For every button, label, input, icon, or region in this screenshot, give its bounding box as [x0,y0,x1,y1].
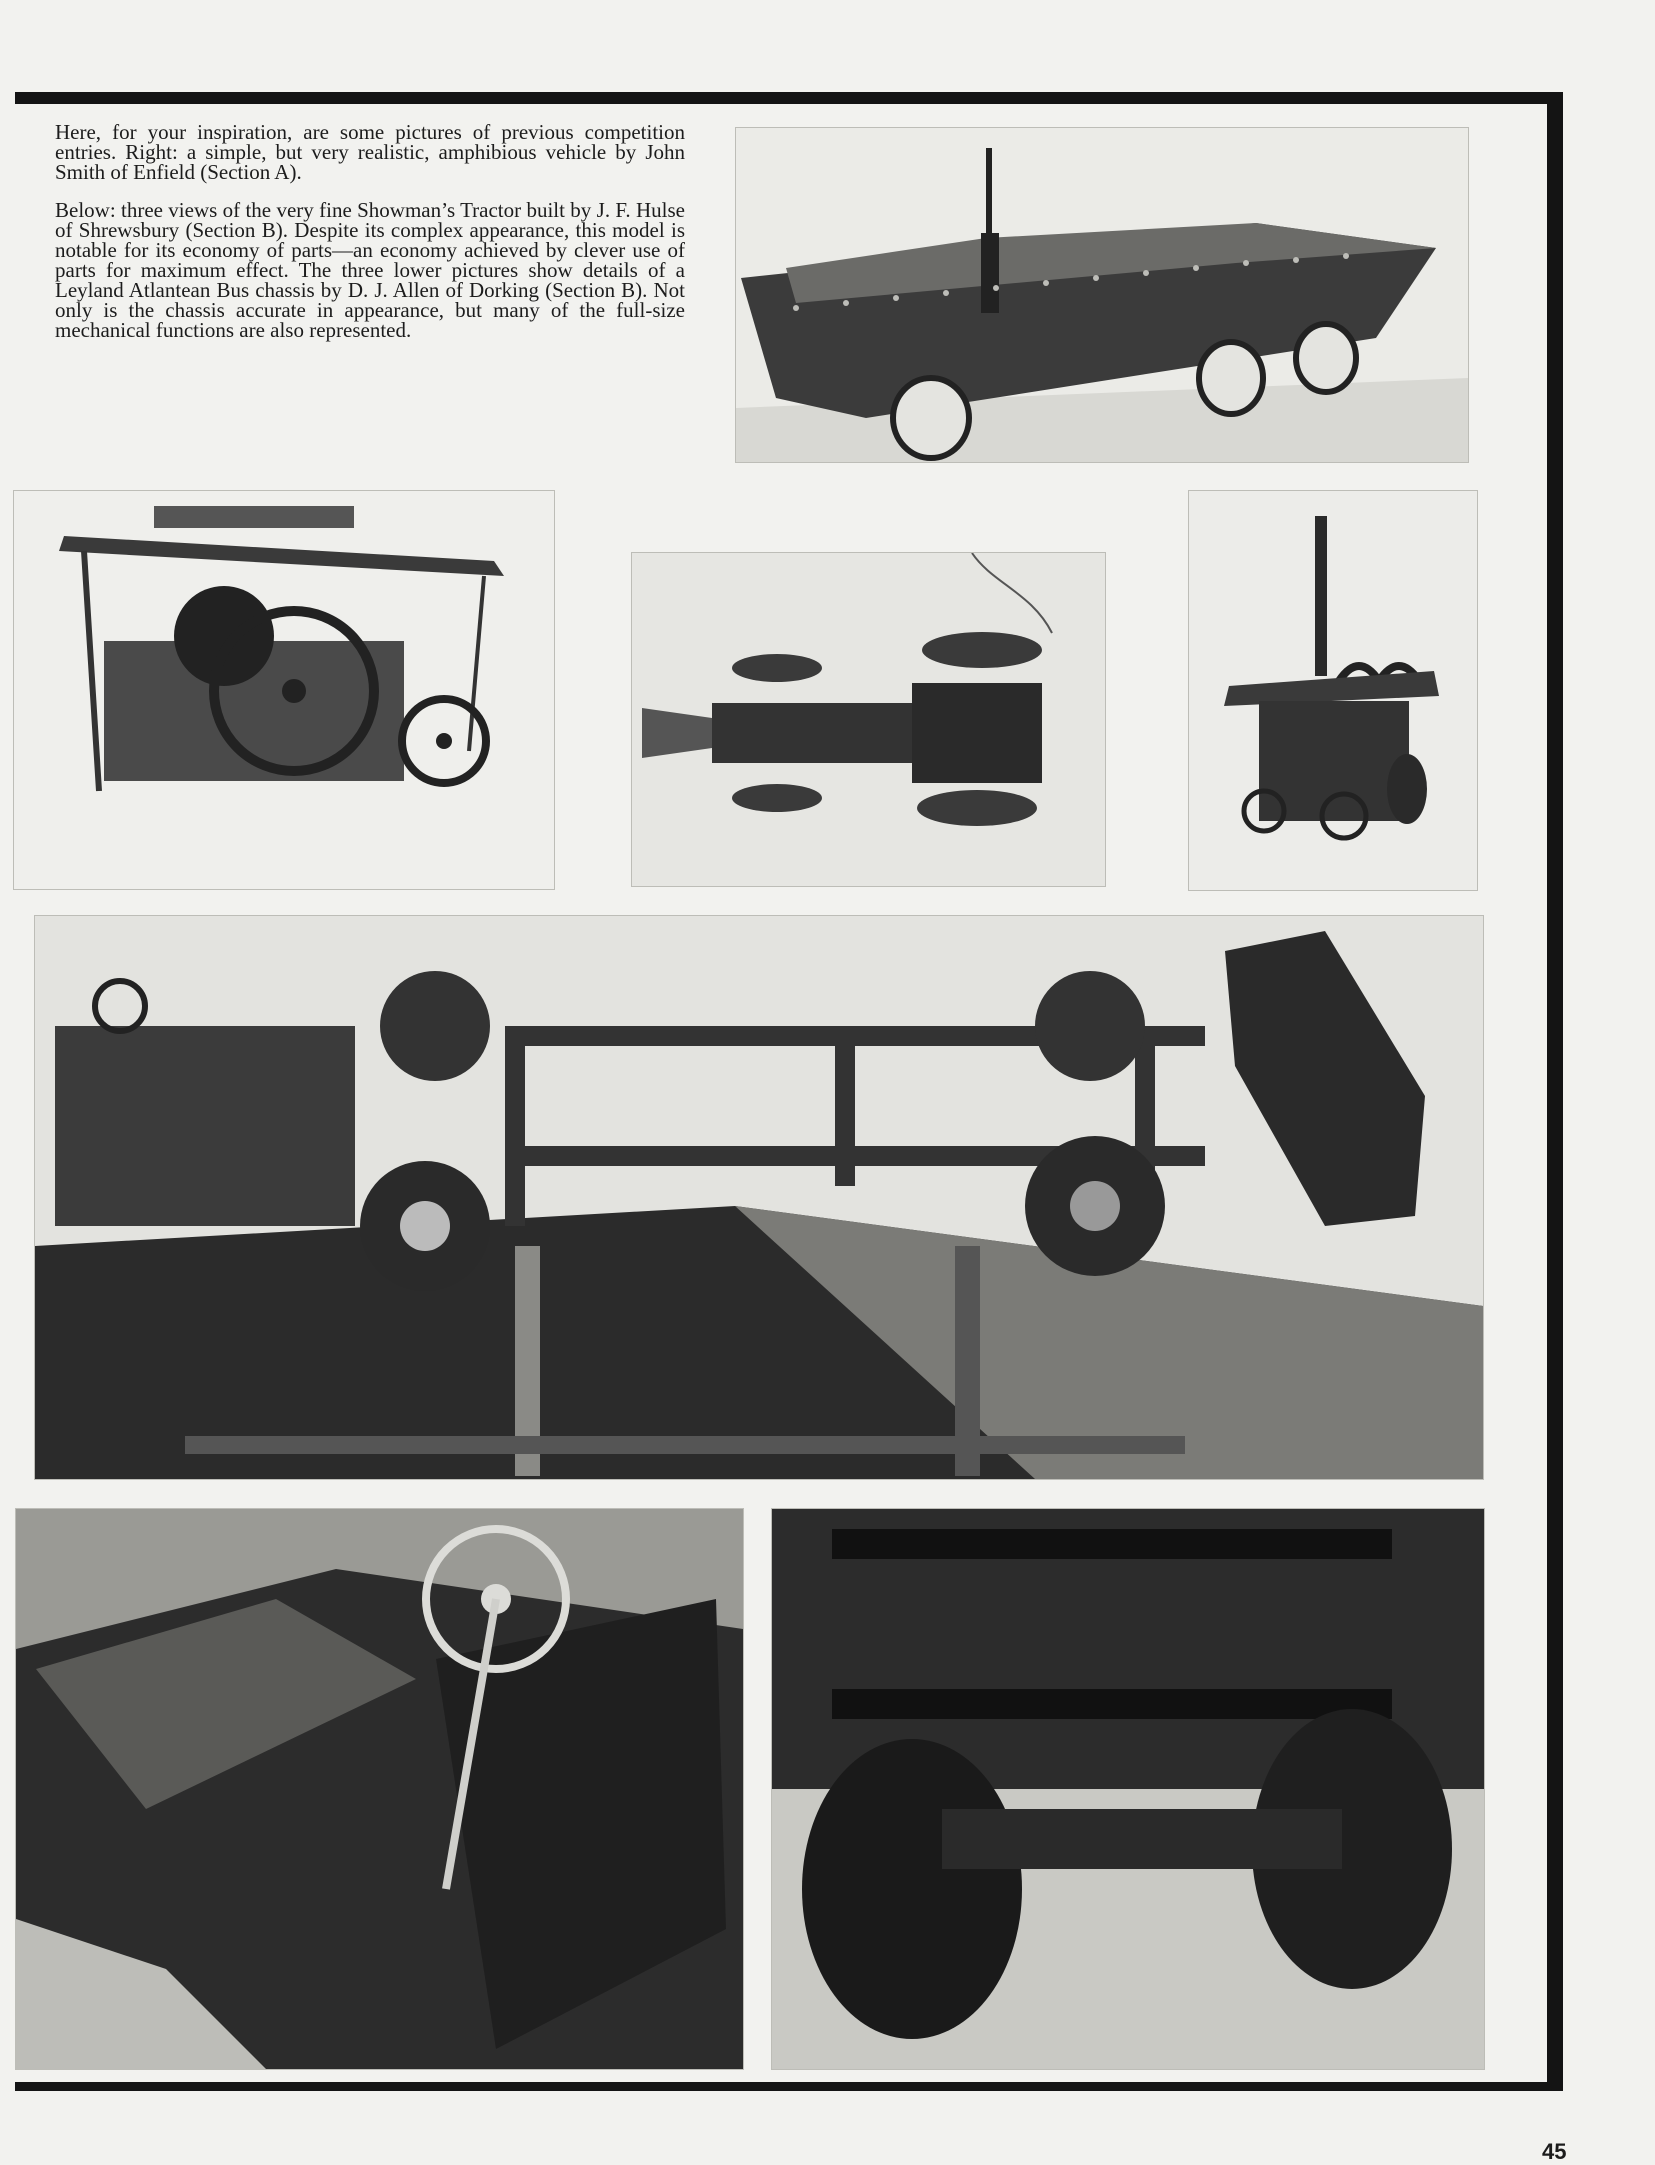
intro-paragraph-1: Here, for your inspiration, are some pictures of previous competition entries. Right: a simple, but very realistic, amphibious vehicle by John Smith of Enfield (Section A). [55,120,685,184]
page-frame-right [1547,92,1563,2089]
intro-paragraph-2: Below: three views of the very fine Showman’s Tractor built by J. F. Hulse of Shrewsbury (Section B). Despite its complex appearance, this model is notable for its economy of parts—an economy achieved by clever use of parts for maximum effect. The three lower pictures show details of a Leyland Atlantean Bus chassis by D. J. Allen of Dorking (Section B). Not only is the chassis accurate in appearance, but many of the full-size mechanical functions are also represented. [55,198,685,342]
photo-showmans-tractor-side [13,490,555,890]
photo-showmans-tractor-top [631,552,1106,887]
photo-showmans-tractor-front [1188,490,1478,891]
intro-text [55,122,685,358]
photo-bus-chassis-overview [34,915,1484,1480]
photo-amphibious-vehicle [735,127,1469,463]
page-number: 45 [1542,2139,1567,2164]
page-frame-top [15,92,1563,104]
page-frame-bottom [15,2082,1563,2091]
photo-bus-steering-detail [15,1508,744,2070]
photo-bus-rear-axle-detail [771,1508,1485,2070]
